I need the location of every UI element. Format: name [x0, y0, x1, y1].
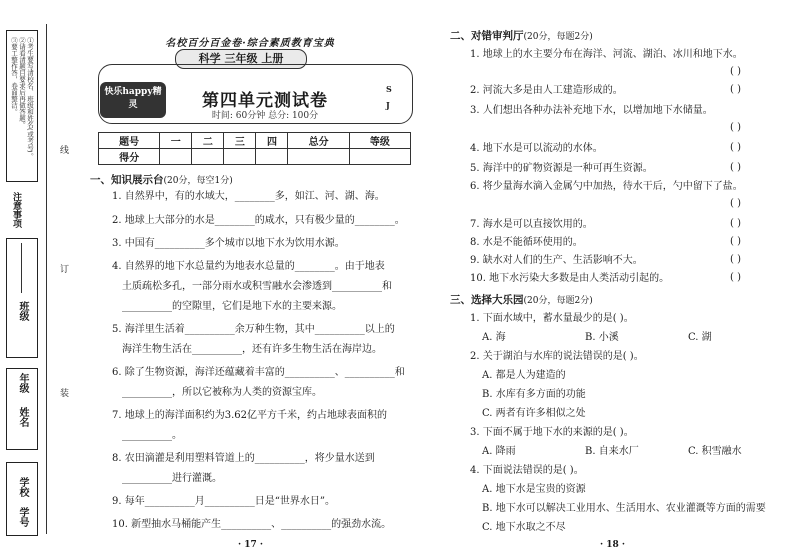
- answer-paren[interactable]: ( ): [730, 142, 741, 153]
- answer-paren[interactable]: ( ): [730, 84, 741, 95]
- subject-banner: 科学 三年级 上册: [175, 49, 307, 69]
- s3-option[interactable]: A. 都是人为建造的: [482, 370, 566, 381]
- s1-line: 5. 海洋里生活着__________余万种生物，其中__________以上的: [112, 324, 395, 335]
- s1-line: __________。: [122, 430, 182, 441]
- page-number-right: · 18 ·: [600, 540, 626, 550]
- s1-line: 8. 农田滴灌是利用塑料管道上的__________，将少量水送到: [112, 453, 375, 464]
- s2-line: 8. 水是不能循环使用的。: [470, 237, 583, 248]
- score-cell: 一: [160, 133, 192, 149]
- s3-option[interactable]: B. 水库有多方面的功能: [482, 389, 586, 400]
- s1-line: 9. 每年__________月__________日是“世界水日”。: [112, 496, 335, 507]
- s2-line: 5. 海洋中的矿物资源是一种可再生资源。: [470, 163, 653, 174]
- section2-heading: 二、对错审判厅: [450, 30, 524, 42]
- section1-note: (20分，每空1分): [163, 176, 233, 186]
- score-cell: 得分: [99, 149, 160, 165]
- section1-heading: 一、知识展示台: [90, 174, 164, 186]
- school-label: 学校: [17, 477, 28, 497]
- notes-box: [6, 30, 38, 182]
- section2-title: [450, 28, 593, 43]
- answer-paren[interactable]: ( ): [730, 162, 741, 173]
- binding-line: [46, 24, 47, 534]
- s3-option[interactable]: C. 积雪融水: [688, 446, 742, 457]
- answer-paren[interactable]: ( ): [730, 198, 741, 209]
- s2-line: 2. 河流大多是由人工建造形成的。: [470, 85, 623, 96]
- s2-line: 6. 将少量海水滴入金属勺中加热，待水干后，勺中留下了盐。: [470, 181, 743, 192]
- s1-line: 7. 地球上的海洋面积约为3.62亿平方千米，约占地球表面积的: [112, 410, 387, 421]
- class-name-box: [6, 238, 38, 358]
- grade-label: 年级: [17, 373, 28, 393]
- s2-line: 1. 地球上的水主要分布在海洋、河流、湖泊、冰川和地下水。: [470, 49, 743, 60]
- s3-question: 2. 关于湖泊与水库的说法错误的是( )。: [470, 351, 644, 362]
- section1-title: [90, 172, 233, 187]
- s2-line: 4. 地下水是可以流动的水体。: [470, 143, 603, 154]
- s2-line: 10. 地下水污染大多数是由人类活动引起的。: [470, 273, 670, 284]
- s1-line: __________进行灌溉。: [122, 473, 222, 484]
- score-cell: 二: [192, 133, 224, 149]
- school-id-box: [6, 462, 38, 536]
- score-cell: 总分: [288, 133, 349, 149]
- notes-text: [10, 37, 34, 159]
- answer-paren[interactable]: ( ): [730, 236, 741, 247]
- s3-option[interactable]: A. 地下水是宝贵的资源: [482, 484, 586, 495]
- s3-option[interactable]: C. 湖: [688, 332, 712, 343]
- s2-line: 9. 缺水对人们的生产、生活影响不大。: [470, 255, 643, 266]
- score-cell: 等级: [349, 133, 410, 149]
- cut-mark-bind: 订: [60, 265, 70, 275]
- answer-paren[interactable]: ( ): [730, 272, 741, 283]
- s3-option[interactable]: B. 自来水厂: [585, 446, 639, 457]
- grade-name-box: [6, 368, 38, 450]
- s1-line: __________的空隙里，它们是地下水的主要来源。: [122, 301, 342, 312]
- note-2: ②请看清题目要求后再做答题。: [18, 37, 26, 128]
- s2-line: 7. 海水是可以直接饮用的。: [470, 219, 593, 230]
- section3-heading: 三、选择大乐园: [450, 294, 524, 306]
- s3-question: 3. 下面不属于地下水的来源的是( )。: [470, 427, 634, 438]
- notes-label: 注意事项: [11, 192, 21, 228]
- series-title: 名校百分百金卷·综合素质教育宝典: [165, 38, 335, 49]
- page-title: 第四单元测试卷: [202, 91, 328, 111]
- s1-line: 土质疏松多孔，一部分雨水或积雪融水会渗透到__________和: [122, 281, 392, 292]
- id-label: 学号: [17, 507, 28, 527]
- score-cell[interactable]: [192, 149, 224, 165]
- class-fill-line: [21, 243, 22, 293]
- score-cell: 四: [256, 133, 288, 149]
- score-value-row: [99, 149, 411, 165]
- s3-option[interactable]: C. 地下水取之不尽: [482, 522, 566, 533]
- s3-option[interactable]: B. 地下水可以解决工业用水、生活用水、农业灌溉等方面的需要: [482, 503, 766, 514]
- s1-line: 6. 除了生物资源，海洋还蕴藏着丰富的__________、__________和: [112, 367, 405, 378]
- sj-mark-j: J: [386, 100, 390, 110]
- answer-paren[interactable]: ( ): [730, 254, 741, 265]
- s2-line: 3. 人们想出各种办法补充地下水，以增加地下水储量。: [470, 105, 713, 116]
- score-table: [98, 132, 411, 165]
- s3-option[interactable]: C. 两者有许多相似之处: [482, 408, 586, 419]
- exam-meta: 时间: 60分钟 总分: 100分: [211, 111, 319, 121]
- section2-note: (20分，每题2分): [523, 32, 593, 42]
- note-3: ③要工整作答，卷面整洁。: [10, 37, 18, 115]
- answer-paren[interactable]: ( ): [730, 122, 741, 133]
- s3-option[interactable]: A. 海: [482, 332, 506, 343]
- score-cell[interactable]: [224, 149, 256, 165]
- section3-title: [450, 292, 593, 307]
- score-cell: 题号: [99, 133, 160, 149]
- class-label: 班级: [17, 301, 28, 321]
- page-number-left: · 17 ·: [238, 540, 264, 550]
- score-cell: 三: [224, 133, 256, 149]
- score-header-row: [99, 133, 411, 149]
- name-label: 姓名: [17, 407, 28, 427]
- score-cell[interactable]: [256, 149, 288, 165]
- s1-line: 海洋生物生活在__________，还有许多生物生活在海岸边。: [122, 344, 382, 355]
- sj-mark-s: S: [386, 84, 392, 94]
- cut-mark-line: 线: [60, 146, 70, 156]
- answer-paren[interactable]: ( ): [730, 218, 741, 229]
- s3-question: 1. 下面水域中，蓄水量最少的是( )。: [470, 313, 634, 324]
- s1-line: 3. 中国有__________多个城市以地下水为饮用水源。: [112, 238, 345, 249]
- section3-note: (20分，每题2分): [523, 296, 593, 306]
- score-cell[interactable]: [288, 149, 349, 165]
- happy-sprite-logo: 快乐happy精灵: [100, 82, 166, 118]
- s3-question: 4. 下面说法错误的是( )。: [470, 465, 584, 476]
- s1-line: 2. 地球上大部分的水是________的咸水，只有极少量的________。: [112, 215, 405, 226]
- s1-line: 1. 自然界中，有的水域大，________多，如江、河、湖、海。: [112, 191, 385, 202]
- note-1: ①考生要写清校名、班级和姓名(或考号)。: [26, 37, 34, 160]
- s3-option[interactable]: A. 降雨: [482, 446, 516, 457]
- s1-line: 4. 自然界的地下水总量约为地表水总量的________。由于地表: [112, 261, 385, 272]
- cut-mark-staple: 装: [60, 389, 70, 399]
- score-cell[interactable]: [160, 149, 192, 165]
- s1-line: __________，所以它被称为人类的资源宝库。: [122, 387, 322, 398]
- s1-line: 10. 新型抽水马桶能产生__________、__________的强劲水流。: [112, 519, 392, 530]
- s3-option[interactable]: B. 小溪: [585, 332, 619, 343]
- answer-paren[interactable]: ( ): [730, 66, 741, 77]
- score-cell[interactable]: [349, 149, 410, 165]
